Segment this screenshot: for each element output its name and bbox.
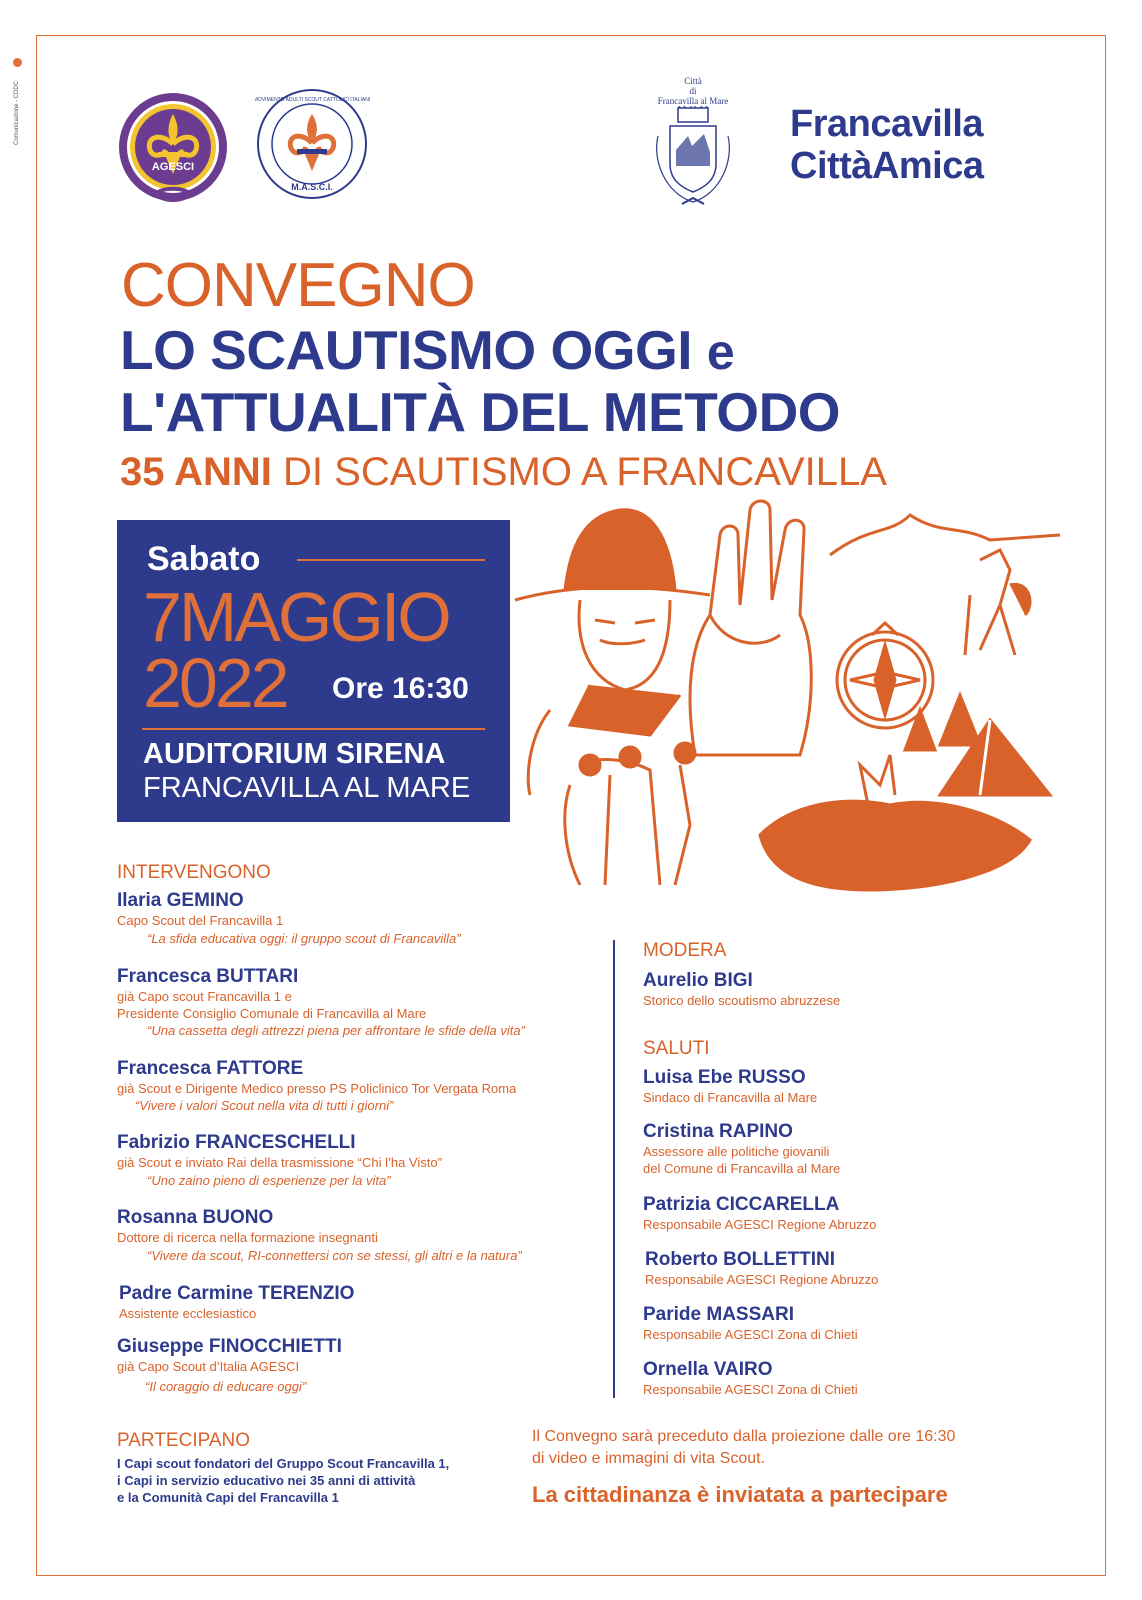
speaker-block-2 [117,966,525,1038]
side-logo-dot [13,58,22,67]
greeting-name: Roberto BOLLETTINI [645,1249,835,1270]
greeting-role: Responsabile AGESCI Regione Abruzzo [645,1272,879,1287]
speaker-name: Ilaria GEMINO [117,890,244,911]
city-coat-of-arms [648,76,738,216]
speaker-role: già Capo Scout d’Italia AGESCI [117,1359,300,1374]
side-credit: Comunicazione - CDDC [14,80,20,145]
screening-note-line: di video e immagini di vita Scout. [532,1450,765,1467]
speaker-quote: “Vivere i valori Scout nella vita di tutti i giorni” [135,1098,394,1113]
participants-line: i Capi in servizio educativo nei 35 anni di attività [117,1473,416,1488]
speaker-name: Giuseppe FINOCCHIETTI [117,1336,342,1357]
greeting-name: Cristina RAPINO [643,1121,793,1142]
agesci-logo [118,92,228,212]
speaker-role: Capo Scout del Francavilla 1 [117,913,284,928]
title-line-3-bold: 35 ANNI [120,450,272,494]
speaker-name: Francesca FATTORE [117,1058,304,1079]
column-divider [613,940,615,1398]
speaker-role: Dottore di ricerca nella formazione insegnanti [117,1230,378,1245]
moderator-name: Aurelio BIGI [643,970,753,991]
speaker-block-3 [117,1058,516,1113]
title-line-3 [120,450,887,495]
greeting-role: Assessore alle politiche giovanili [643,1144,830,1159]
participants-heading: PARTECIPANO [117,1430,251,1451]
moderator-heading: MODERA [643,940,727,961]
participants-line: I Capi scout fondatori del Gruppo Scout Francavilla 1, [117,1456,450,1471]
greeting-role: Responsabile AGESCI Zona di Chieti [643,1382,858,1397]
greeting-block-2 [643,1121,840,1177]
date-box-rule-top [297,559,485,561]
masci-abbr: M.A.S.C.I. [291,182,333,192]
greetings-heading: SALUTI [643,1038,710,1059]
greeting-name: Patrizia CICCARELLA [643,1194,840,1215]
speaker-block-7 [117,1336,342,1394]
greeting-role: Responsabile AGESCI Zona di Chieti [643,1327,858,1342]
speaker-block-4 [117,1132,442,1188]
event-year: 2022 [143,644,287,722]
speaker-role: già Scout e inviato Rai della trasmissione “Chi l’ha Visto” [117,1155,442,1170]
event-city: FRANCAVILLA AL MARE [143,772,471,804]
masci-ring-text: MOVIMENTO ADULTI SCOUT CATTOLICI ITALIANI [255,97,370,103]
greeting-block-6 [643,1359,858,1398]
masci-logo [255,87,370,202]
screening-note-line: Il Convegno sarà preceduto dalla proiezione dalle ore 16:30 [532,1428,956,1445]
greeting-name: Paride MASSARI [643,1304,794,1325]
city-label-1: Città [684,76,702,86]
speaker-role: già Capo scout Francavilla 1 e [117,989,292,1004]
greeting-block-1 [643,1067,817,1106]
event-time: Ore 16:30 [332,672,469,705]
greeting-name: Luisa Ebe RUSSO [643,1067,806,1088]
moderator-block [643,970,840,1009]
greeting-role: Responsabile AGESCI Regione Abruzzo [643,1217,877,1232]
speaker-quote: “Il coraggio di educare oggi” [145,1379,307,1394]
speaker-block-5 [117,1207,522,1263]
speaker-quote: “Una cassetta degli attrezzi piena per affrontare le sfide della vita” [147,1023,525,1038]
speaker-quote: “Uno zaino pieno di esperienze per la vita” [147,1173,391,1188]
event-date-box [117,520,510,822]
speaker-name: Fabrizio FRANCESCHELLI [117,1132,356,1153]
title-kicker: CONVEGNO [121,251,475,320]
greeting-role: del Comune di Francavilla al Mare [643,1161,841,1176]
moderator-role: Storico dello scoutismo abruzzese [643,993,841,1008]
invitation-text: La cittadinanza è inviatata a partecipare [532,1482,948,1507]
title-line-2: L'ATTUALITÀ DEL METODO [120,381,841,443]
city-label-2: di [689,86,697,96]
participants-line: e la Comunità Capi del Francavilla 1 [117,1490,339,1505]
title-line-1-suffix: e [706,324,735,380]
scout-illustration [510,495,1070,895]
speaker-name: Francesca BUTTARI [117,966,299,987]
greeting-role: Sindaco di Francavilla al Mare [643,1090,818,1105]
title-line-3-rest: DI SCAUTISMO A FRANCAVILLA [283,450,887,494]
participants-list [117,1455,449,1506]
greeting-block-4 [645,1249,878,1288]
brand-line-2: CittàAmica [790,145,984,187]
speaker-role: già Scout e Dirigente Medico presso PS Policlinico Tor Vergata Roma [117,1081,517,1096]
greeting-block-3 [643,1194,876,1233]
title-line-1-text: LO SCAUTISMO OGGI [120,319,693,381]
event-date: 7MAGGIO [143,578,449,656]
city-label-3: Francavilla al Mare [657,96,729,106]
speaker-role: Assistente ecclesiastico [119,1306,257,1321]
speaker-quote: “La sfida educativa oggi: il gruppo scout di Francavilla” [147,931,461,946]
brand-francavilla-citta-amica [790,103,984,187]
speaker-name: Padre Carmine TERENZIO [119,1283,355,1304]
event-day: Sabato [147,540,261,578]
date-box-rule-bottom [142,728,485,730]
speaker-role: Presidente Consiglio Comunale di Francavilla al Mare [117,1006,427,1021]
title-line-1 [120,318,734,382]
speaker-block-1 [117,890,461,946]
speakers-heading: INTERVENGONO [117,862,271,883]
screening-note [532,1426,955,1470]
agesci-label: AGESCI [151,161,195,173]
speaker-name: Rosanna BUONO [117,1207,274,1228]
speaker-block-6 [119,1283,354,1322]
brand-line-1: Francavilla [790,103,984,145]
event-venue: AUDITORIUM SIRENA [143,738,446,770]
speaker-quote: “Vivere da scout, RI-connettersi con se stessi, gli altri e la natura” [147,1248,522,1263]
greeting-name: Ornella VAIRO [643,1359,773,1380]
greeting-block-5 [643,1304,858,1343]
